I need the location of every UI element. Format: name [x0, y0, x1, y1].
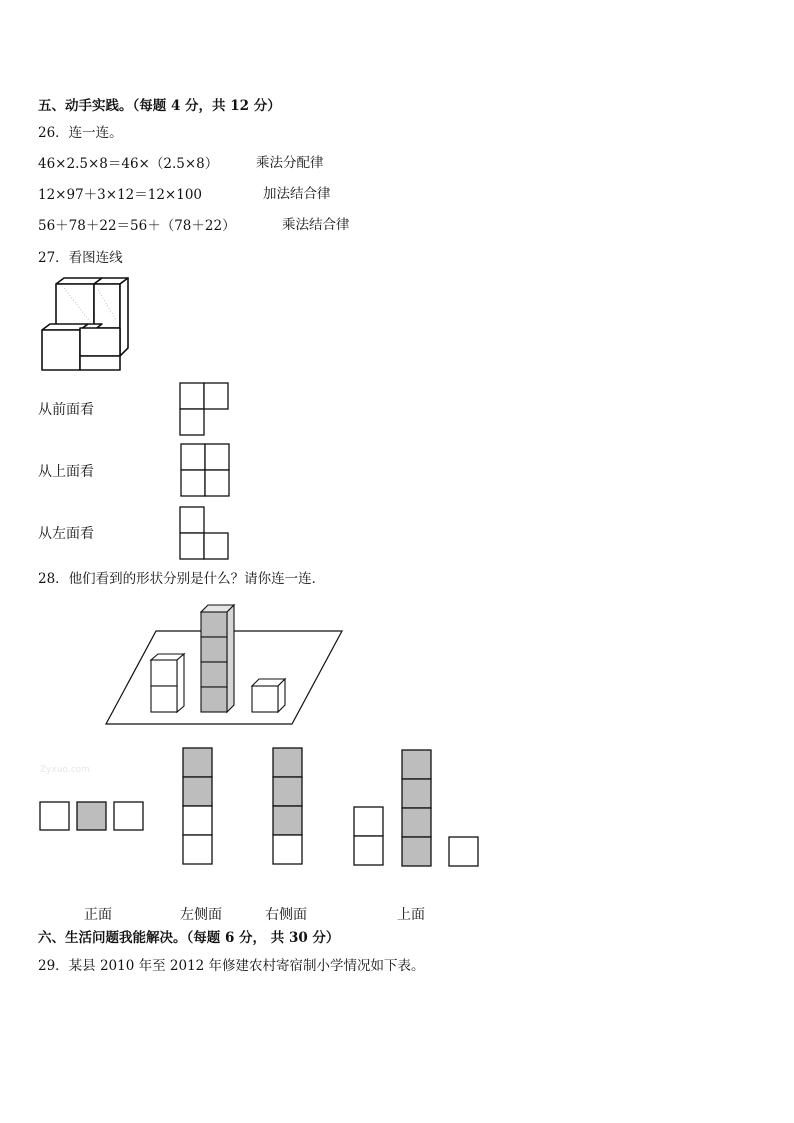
question-29-stem: 29．某县 2010 年至 2012 年修建农村寄宿制小学情况如下表。 [38, 958, 425, 974]
section-heading-6: 六、生活问题我能解决。（每题 6 分， 共 30 分） [38, 930, 340, 946]
view-label-left: 从左面看 [38, 526, 94, 542]
question-27-stem: 27．看图连线 [38, 250, 123, 266]
q26-law-1: 乘法分配律 [256, 155, 324, 171]
q26-expression-1: 46×2.5×8＝46×（2.5×8） [38, 156, 219, 172]
question-26-stem: 26．连一连。 [38, 125, 123, 141]
label-front: 正面 [84, 907, 112, 923]
view-shape-b [179, 442, 233, 500]
label-left-side: 左侧面 [180, 907, 222, 923]
answer-shape-front-view [352, 748, 482, 870]
view-label-front: 从前面看 [38, 402, 94, 418]
view-label-top: 从上面看 [38, 464, 94, 480]
answer-shape-row [38, 800, 148, 832]
section-heading: 五、动手实践。（每题 4 分，共 12 分） [38, 98, 281, 114]
q26-law-2: 加法结合律 [263, 186, 331, 202]
q26-expression-3: 56＋78＋22＝56＋（78＋22） [38, 218, 236, 234]
question-28-stem: 28．他们看到的形状分别是什么？请你连一连． [38, 571, 326, 587]
view-shape-c [178, 505, 232, 563]
q26-law-3: 乘法结合律 [282, 217, 350, 233]
watermark: Zyxuo.com [40, 765, 90, 775]
stacked-cubes-figure [36, 276, 136, 374]
answer-shape-column-2 [271, 746, 305, 866]
label-top: 上面 [397, 907, 425, 923]
q26-expression-2: 12×97＋3×12＝12×100 [38, 187, 203, 203]
answer-shape-column-1 [181, 746, 215, 866]
label-right-side: 右侧面 [265, 907, 307, 923]
view-shape-a [178, 381, 232, 437]
cube-stacks-on-plane-figure [100, 600, 350, 730]
